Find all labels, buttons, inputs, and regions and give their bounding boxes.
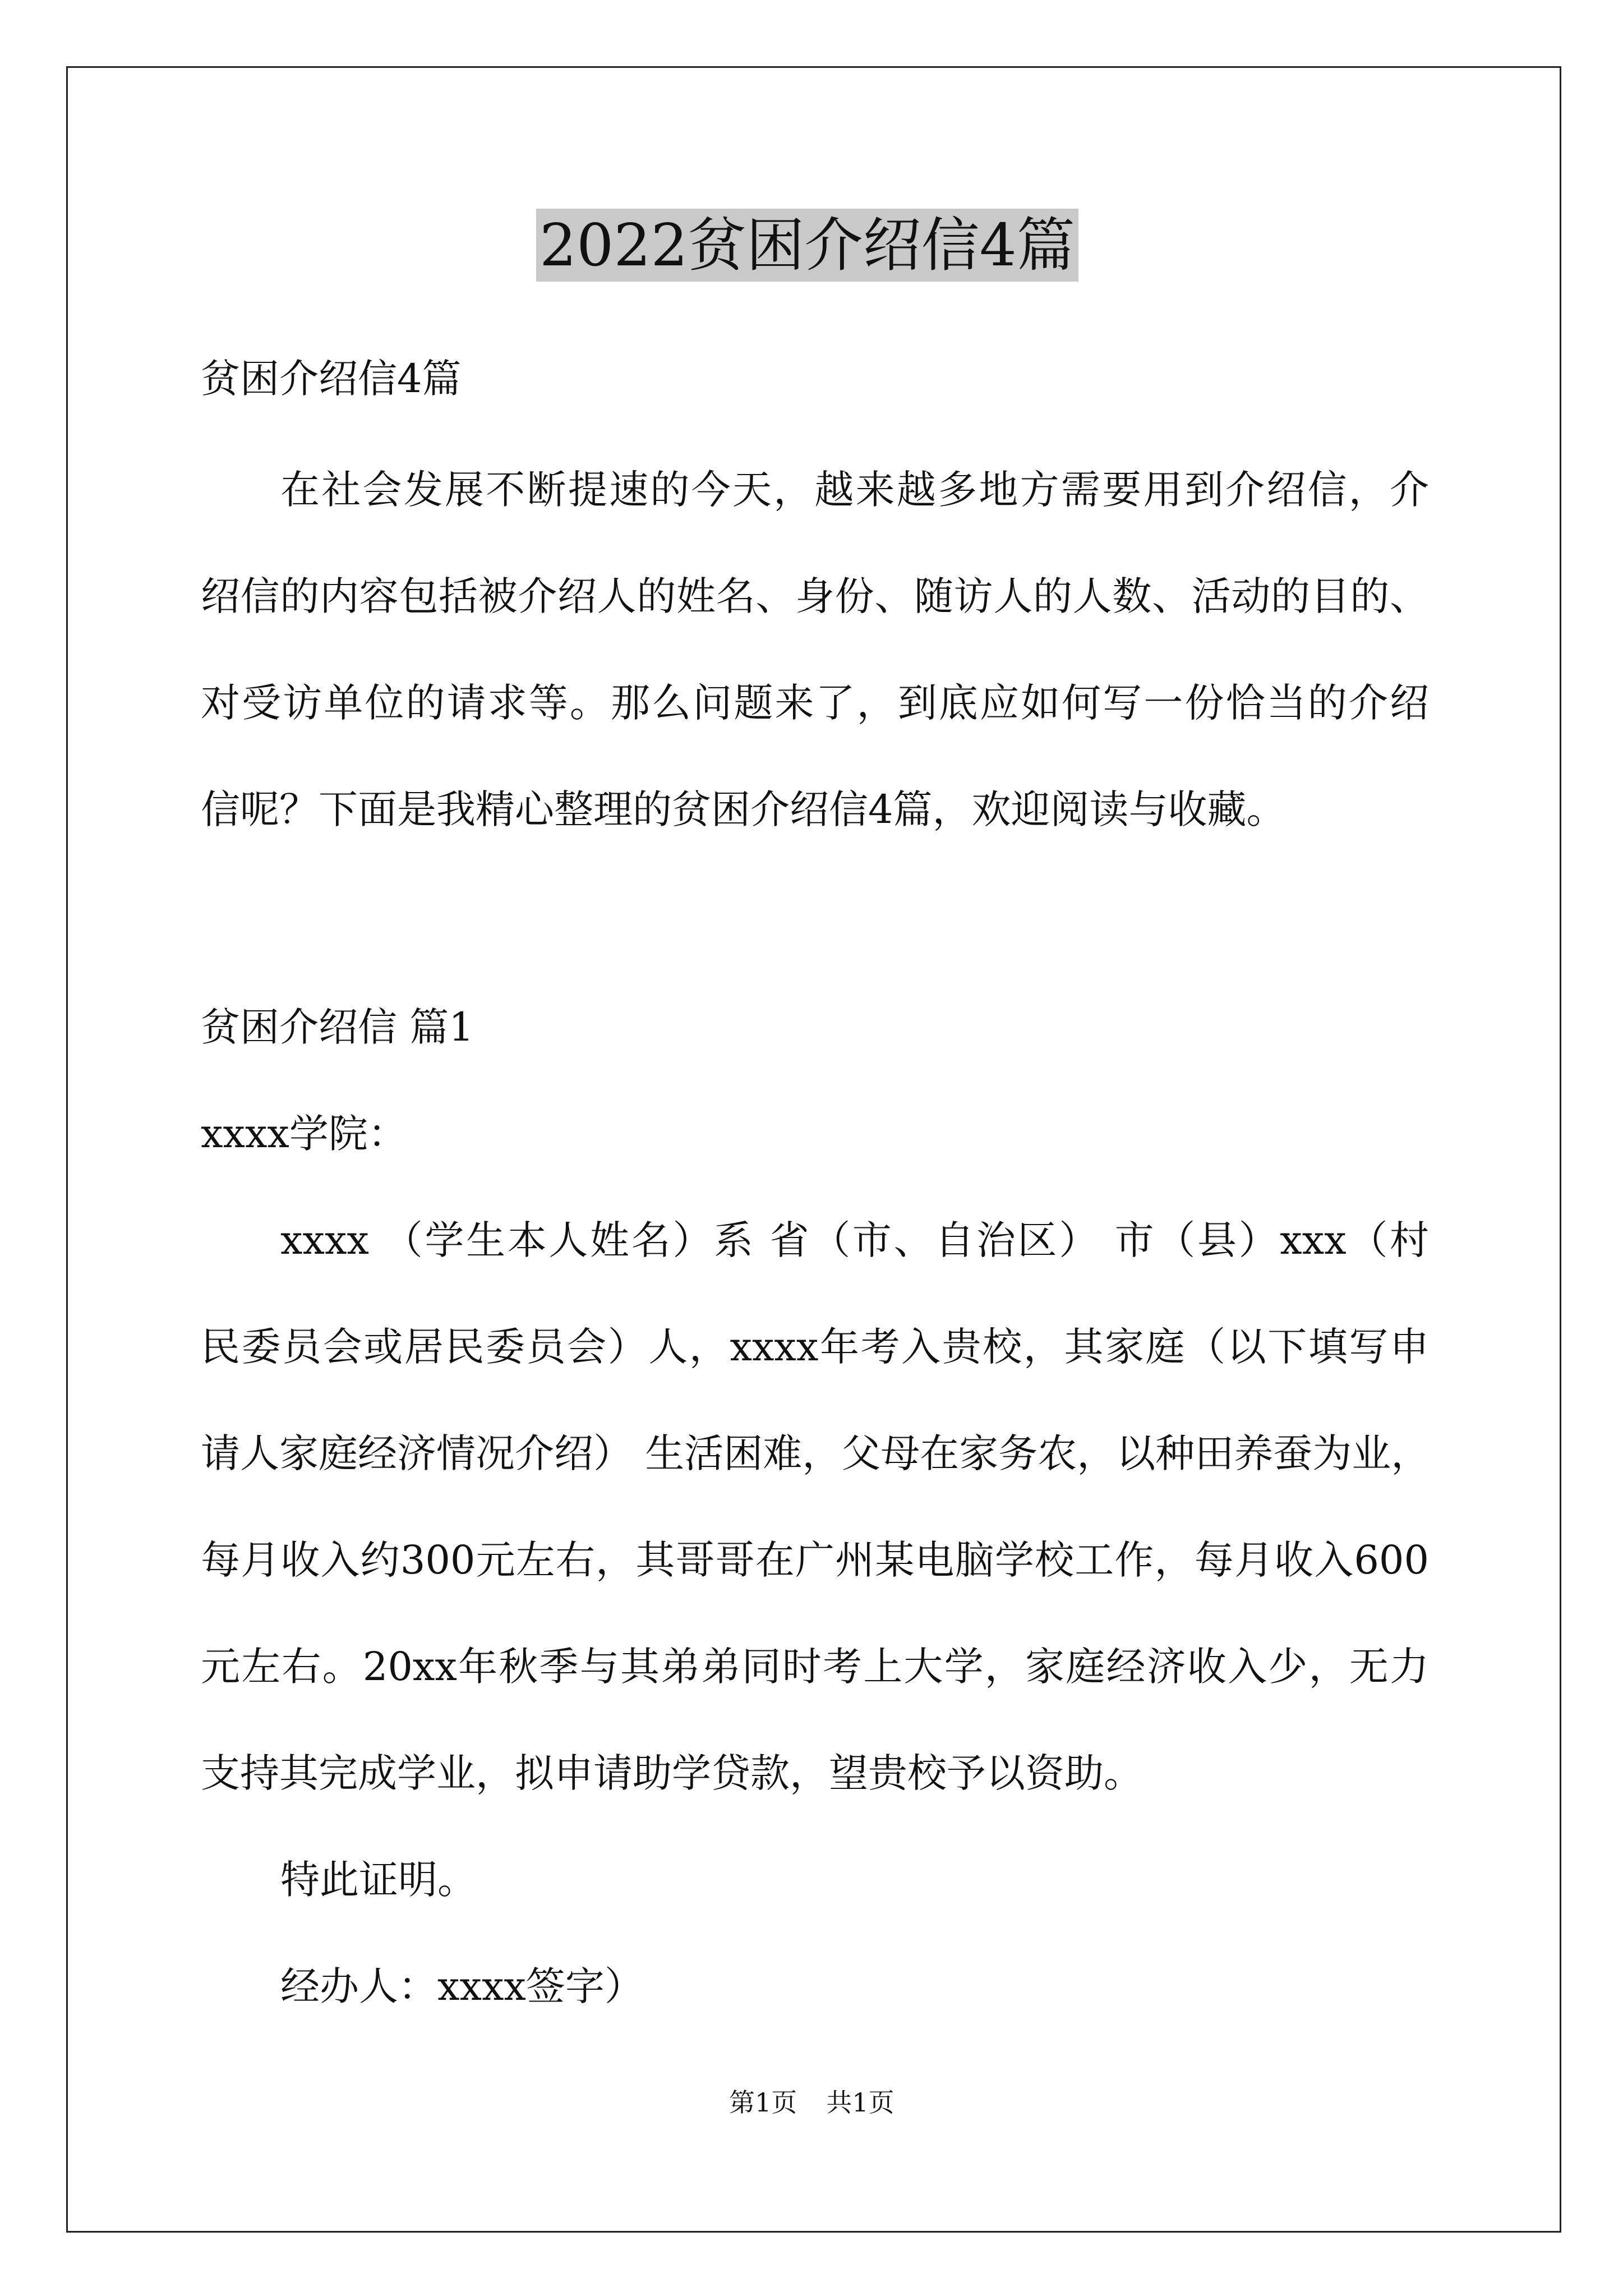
body-line-2: 民委员会或居民委员会）人，xxxx年考入贵校，其家庭（以下填写申: [201, 1324, 1429, 1370]
body-line-5: 元左右。20xx年秋季与其弟弟同时考上大学，家庭经济收入少，无力: [201, 1644, 1429, 1690]
intro-line-2: 绍信的内容包括被介绍人的姓名、身份、随访人的人数、活动的目的、: [201, 573, 1429, 619]
document-title: 2022贫困介绍信4篇: [536, 209, 1078, 282]
page-total: 共1页: [826, 2087, 895, 2118]
body-line-4: 每月收入约300元左右，其哥哥在广州某电脑学校工作，每月收入600: [201, 1537, 1429, 1583]
document-subtitle: 贫困介绍信4篇: [201, 356, 462, 402]
body-line-6: 支持其完成学业，拟申请助学贷款，望贵校予以资助。: [201, 1750, 1143, 1796]
body-line-1: xxxx （学生本人姓名）系 省（市、自治区） 市（县）xxx（村: [280, 1217, 1429, 1263]
intro-line-3: 对受访单位的请求等。那么问题来了，到底应如何写一份恰当的介绍: [201, 680, 1429, 726]
intro-line-1: 在社会发展不断提速的今天，越来越多地方需要用到介绍信，介: [280, 467, 1429, 513]
page-footer: [729, 2086, 895, 2119]
body-line-3: 请人家庭经济情况介绍） 生活困难，父母在家务农，以种田养蚕为业，: [201, 1430, 1431, 1476]
page-number: 第1页: [729, 2087, 797, 2118]
section-heading: 贫困介绍信 篇1: [201, 1004, 474, 1050]
handler-signature: 经办人：xxxx签字）: [280, 1963, 644, 2009]
closing-statement: 特此证明。: [280, 1857, 477, 1903]
intro-line-4: 信呢？下面是我精心整理的贫困介绍信4篇，欢迎阅读与收藏。: [201, 786, 1286, 832]
salutation: xxxx学院：: [201, 1111, 407, 1157]
